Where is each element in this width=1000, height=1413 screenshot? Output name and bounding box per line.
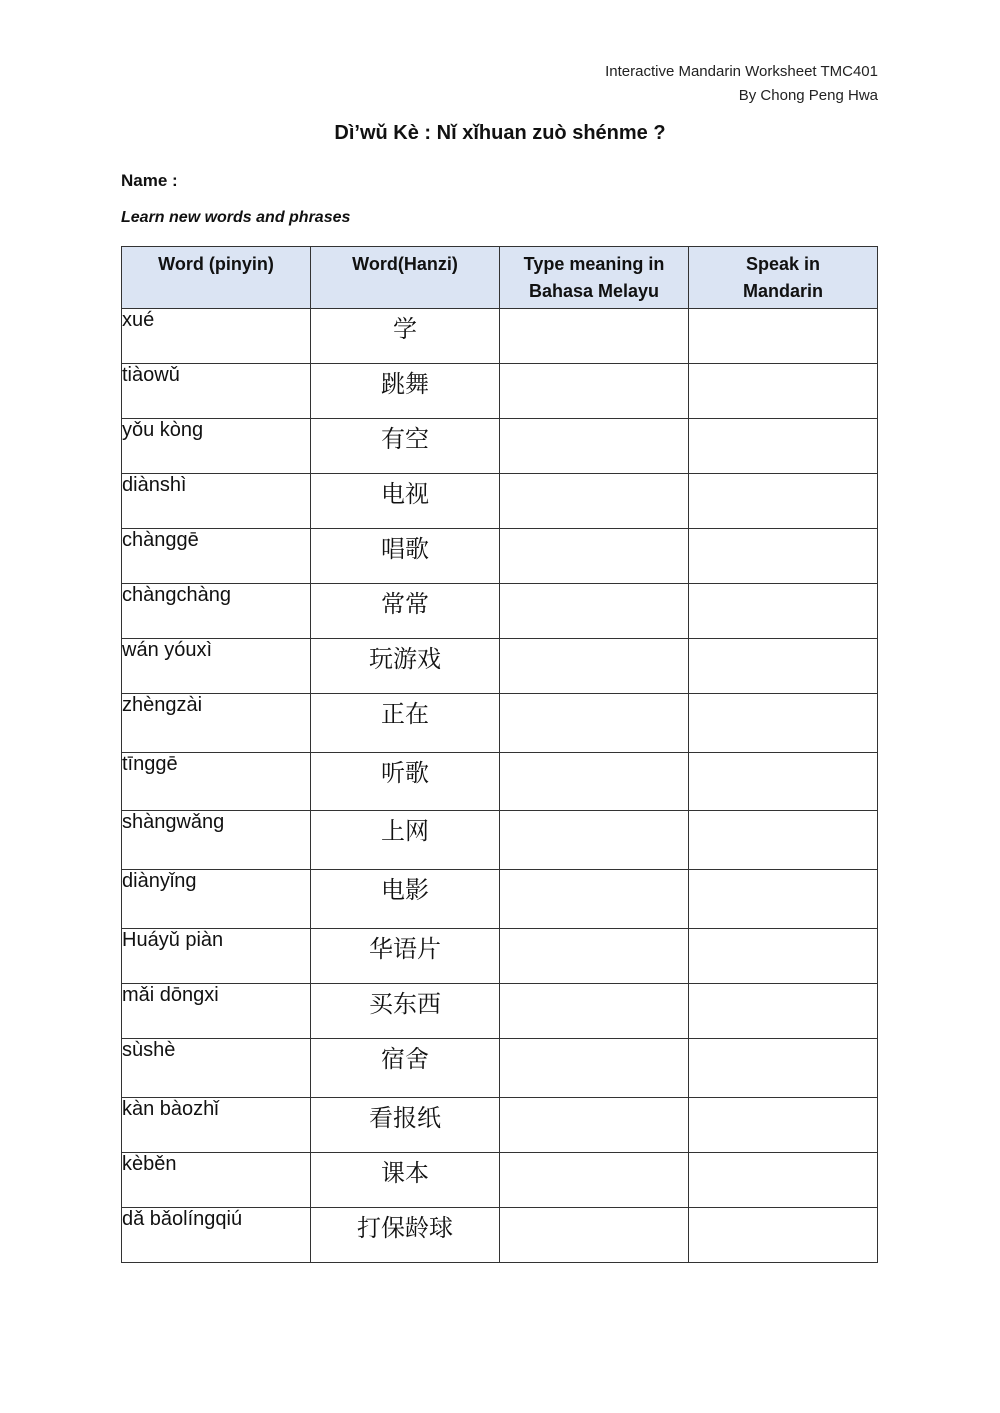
- hanzi-cell: 唱歌: [311, 529, 500, 584]
- hanzi-cell: 常常: [311, 584, 500, 639]
- name-label: Name :: [121, 171, 178, 190]
- meaning-answer-cell[interactable]: [500, 419, 689, 474]
- speak-answer-cell[interactable]: [689, 929, 878, 984]
- meaning-answer-cell[interactable]: [500, 1208, 689, 1263]
- meaning-answer-cell[interactable]: [500, 870, 689, 929]
- pinyin-cell: diànyǐng: [122, 870, 311, 929]
- hanzi-cell: 正在: [311, 694, 500, 753]
- meaning-answer-cell[interactable]: [500, 529, 689, 584]
- hanzi-cell: 电视: [311, 474, 500, 529]
- pinyin-cell: xué: [122, 309, 311, 364]
- meaning-answer-cell[interactable]: [500, 811, 689, 870]
- hanzi-cell: 电影: [311, 870, 500, 929]
- pinyin-cell: shàngwǎng: [122, 811, 311, 870]
- speak-answer-cell[interactable]: [689, 1208, 878, 1263]
- meaning-answer-cell[interactable]: [500, 984, 689, 1039]
- meaning-answer-cell[interactable]: [500, 364, 689, 419]
- speak-answer-cell[interactable]: [689, 1039, 878, 1098]
- table-row: [122, 753, 878, 811]
- table-row: [122, 309, 878, 364]
- pinyin-cell: Huáyǔ piàn: [122, 929, 311, 984]
- meaning-answer-cell[interactable]: [500, 1039, 689, 1098]
- meaning-answer-cell[interactable]: [500, 1153, 689, 1208]
- meaning-answer-cell[interactable]: [500, 639, 689, 694]
- pinyin-cell: yǒu kòng: [122, 419, 311, 474]
- table-row: [122, 529, 878, 584]
- hanzi-cell: 宿舍: [311, 1039, 500, 1098]
- hanzi-cell: 华语片: [311, 929, 500, 984]
- meaning-answer-cell[interactable]: [500, 694, 689, 753]
- table-row: [122, 364, 878, 419]
- speak-answer-cell[interactable]: [689, 811, 878, 870]
- section-subtitle: Learn new words and phrases: [121, 209, 351, 226]
- meaning-answer-cell[interactable]: [500, 753, 689, 811]
- speak-answer-cell[interactable]: [689, 474, 878, 529]
- hanzi-cell: 听歌: [311, 753, 500, 811]
- speak-answer-cell[interactable]: [689, 309, 878, 364]
- table-row: [122, 984, 878, 1039]
- speak-answer-cell[interactable]: [689, 639, 878, 694]
- speak-answer-cell[interactable]: [689, 753, 878, 811]
- hanzi-cell: 看报纸: [311, 1098, 500, 1153]
- table-body: [122, 309, 878, 1263]
- author-credit: By Chong Peng Hwa: [738, 87, 878, 104]
- hanzi-cell: 学: [311, 309, 500, 364]
- speak-answer-cell[interactable]: [689, 1098, 878, 1153]
- table-row: [122, 929, 878, 984]
- pinyin-cell: zhèngzài: [122, 694, 311, 753]
- worksheet-code: Interactive Mandarin Worksheet TMC401: [605, 63, 878, 80]
- table-row: [122, 419, 878, 474]
- meaning-answer-cell[interactable]: [500, 1098, 689, 1153]
- pinyin-cell: diànshì: [122, 474, 311, 529]
- hanzi-cell: 上网: [311, 811, 500, 870]
- table-row: [122, 811, 878, 870]
- table-header-row: [122, 247, 878, 309]
- table-row: [122, 639, 878, 694]
- header-pinyin: Word (pinyin): [122, 247, 311, 309]
- speak-answer-cell[interactable]: [689, 694, 878, 753]
- hanzi-cell: 买东西: [311, 984, 500, 1039]
- page-title: Dì’wǔ Kè : Nǐ xǐhuan zuò shénme ?: [334, 122, 666, 144]
- pinyin-cell: kàn bàozhǐ: [122, 1098, 311, 1153]
- hanzi-cell: 有空: [311, 419, 500, 474]
- header-hanzi: Word(Hanzi): [311, 247, 500, 309]
- table-row: [122, 1153, 878, 1208]
- table-row: [122, 694, 878, 753]
- table-row: [122, 584, 878, 639]
- meaning-answer-cell[interactable]: [500, 584, 689, 639]
- table-row: [122, 1098, 878, 1153]
- pinyin-cell: tīnggē: [122, 753, 311, 811]
- hanzi-cell: 跳舞: [311, 364, 500, 419]
- speak-answer-cell[interactable]: [689, 984, 878, 1039]
- worksheet-header: [605, 60, 878, 108]
- pinyin-cell: tiàowǔ: [122, 364, 311, 419]
- speak-answer-cell[interactable]: [689, 870, 878, 929]
- header-speak: Speak in Mandarin: [689, 247, 878, 309]
- pinyin-cell: kèběn: [122, 1153, 311, 1208]
- table-row: [122, 1208, 878, 1263]
- speak-answer-cell[interactable]: [689, 1153, 878, 1208]
- hanzi-cell: 课本: [311, 1153, 500, 1208]
- meaning-answer-cell[interactable]: [500, 309, 689, 364]
- table-row: [122, 870, 878, 929]
- table-row: [122, 474, 878, 529]
- speak-answer-cell[interactable]: [689, 364, 878, 419]
- pinyin-cell: chàngchàng: [122, 584, 311, 639]
- hanzi-cell: 打保龄球: [311, 1208, 500, 1263]
- pinyin-cell: wán yóuxì: [122, 639, 311, 694]
- meaning-answer-cell[interactable]: [500, 929, 689, 984]
- table-row: [122, 1039, 878, 1098]
- pinyin-cell: chànggē: [122, 529, 311, 584]
- vocabulary-table: [121, 246, 878, 1263]
- speak-answer-cell[interactable]: [689, 419, 878, 474]
- pinyin-cell: sùshè: [122, 1039, 311, 1098]
- speak-answer-cell[interactable]: [689, 529, 878, 584]
- header-meaning: Type meaning in Bahasa Melayu: [500, 247, 689, 309]
- pinyin-cell: mǎi dōngxi: [122, 984, 311, 1039]
- pinyin-cell: dǎ bǎolíngqiú: [122, 1208, 311, 1263]
- hanzi-cell: 玩游戏: [311, 639, 500, 694]
- speak-answer-cell[interactable]: [689, 584, 878, 639]
- meaning-answer-cell[interactable]: [500, 474, 689, 529]
